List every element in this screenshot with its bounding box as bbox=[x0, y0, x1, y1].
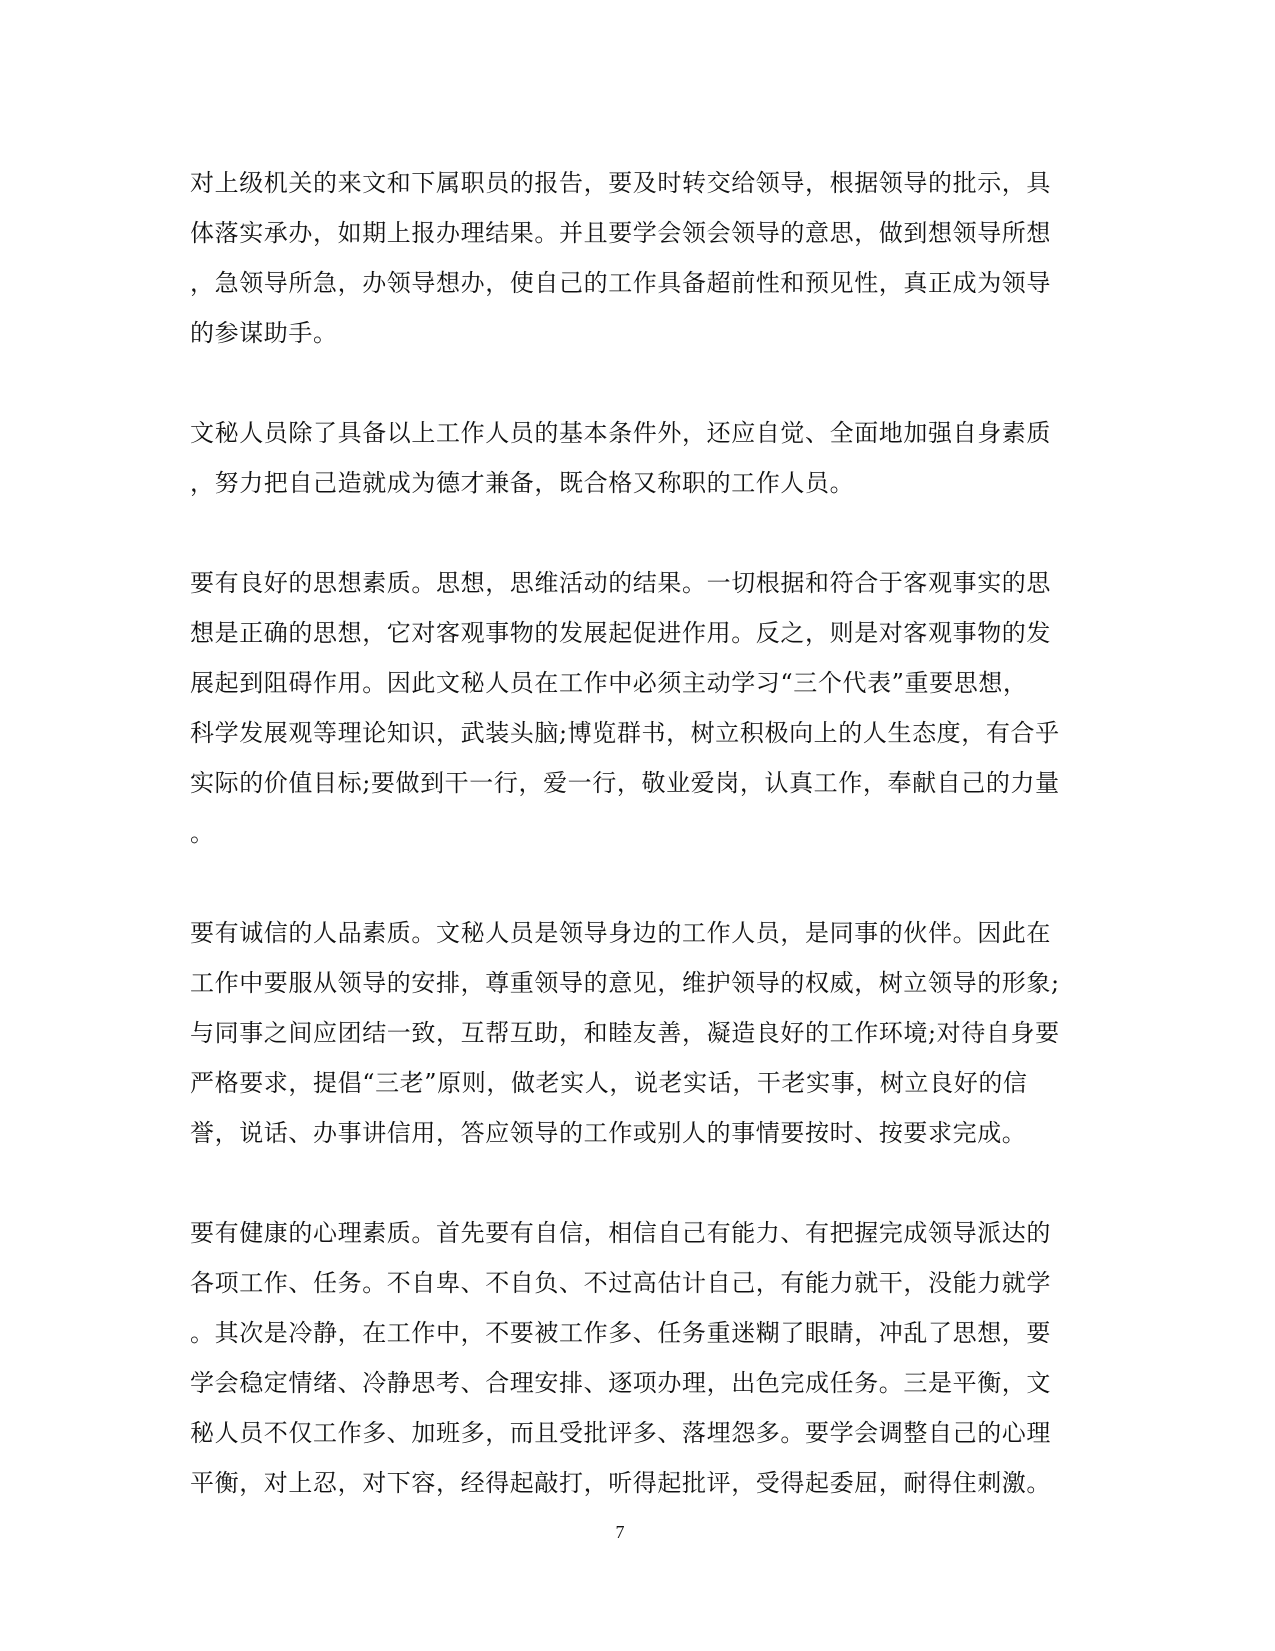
text-line: 。其次是冷静，在工作中，不要被工作多、任务重迷糊了眼睛，冲乱了思想，要 bbox=[190, 1319, 1051, 1347]
text-line: 誉，说话、办事讲信用，答应领导的工作或别人的事情要按时、按要求完成。 bbox=[190, 1119, 1027, 1147]
text-line: 文秘人员除了具备以上工作人员的基本条件外，还应自觉、全面地加强自身素质 bbox=[190, 419, 1051, 447]
paragraph-1 bbox=[190, 158, 1090, 358]
paragraph-3 bbox=[190, 558, 1090, 858]
document-body bbox=[190, 158, 1090, 1558]
text-line: 的参谋助手。 bbox=[190, 319, 338, 347]
text-line: 想是正确的思想，它对客观事物的发展起促进作用。反之，则是对客观事物的发 bbox=[190, 619, 1051, 647]
text-line: 。 bbox=[190, 819, 215, 847]
text-line: 科学发展观等理论知识，武装头脑;博览群书，树立积极向上的人生态度，有合乎 bbox=[190, 719, 1060, 747]
text-line: ，努力把自己造就成为德才兼备，既合格又称职的工作人员。 bbox=[190, 469, 855, 497]
text-line: 各项工作、任务。不自卑、不自负、不过高估计自己，有能力就干，没能力就学 bbox=[190, 1269, 1051, 1297]
text-line: 秘人员不仅工作多、加班多，而且受批评多、落埋怨多。要学会调整自己的心理 bbox=[190, 1419, 1051, 1447]
text-line: 要有健康的心理素质。首先要有自信，相信自己有能力、有把握完成领导派达的 bbox=[190, 1219, 1051, 1247]
text-line: 要有诚信的人品素质。文秘人员是领导身边的工作人员，是同事的伙伴。因此在 bbox=[190, 919, 1051, 947]
text-line: ，急领导所急，办领导想办，使自己的工作具备超前性和预见性，真正成为领导 bbox=[190, 269, 1051, 297]
text-line: 严格要求，提倡“三老”原则，做老实人，说老实话，干老实事，树立良好的信 bbox=[190, 1069, 1028, 1097]
paragraph-5 bbox=[190, 1208, 1090, 1508]
text-line: 平衡，对上忍，对下容，经得起敲打，听得起批评，受得起委屈，耐得住刺激。 bbox=[190, 1469, 1051, 1497]
text-line: 实际的价值目标;要做到干一行，爱一行，敬业爱岗，认真工作，奉献自己的力量 bbox=[190, 769, 1060, 797]
text-line: 要有良好的思想素质。思想，思维活动的结果。一切根据和符合于客观事实的思 bbox=[190, 569, 1051, 597]
paragraph-2 bbox=[190, 408, 1090, 508]
text-line: 体落实承办，如期上报办理结果。并且要学会领会领导的意思，做到想领导所想 bbox=[190, 219, 1051, 247]
text-line: 与同事之间应团结一致，互帮互助，和睦友善，凝造良好的工作环境;对待自身要 bbox=[190, 1019, 1060, 1047]
text-line: 工作中要服从领导的安排，尊重领导的意见，维护领导的权威，树立领导的形象; bbox=[190, 969, 1060, 997]
text-line: 学会稳定情绪、冷静思考、合理安排、逐项办理，出色完成任务。三是平衡，文 bbox=[190, 1369, 1051, 1397]
text-line: 展起到阻碍作用。因此文秘人员在工作中必须主动学习“三个代表”重要思想， bbox=[190, 669, 1028, 697]
paragraph-4 bbox=[190, 908, 1090, 1158]
page-number: 7 bbox=[615, 1522, 625, 1542]
text-line: 对上级机关的来文和下属职员的报告，要及时转交给领导，根据领导的批示，具 bbox=[190, 169, 1051, 197]
